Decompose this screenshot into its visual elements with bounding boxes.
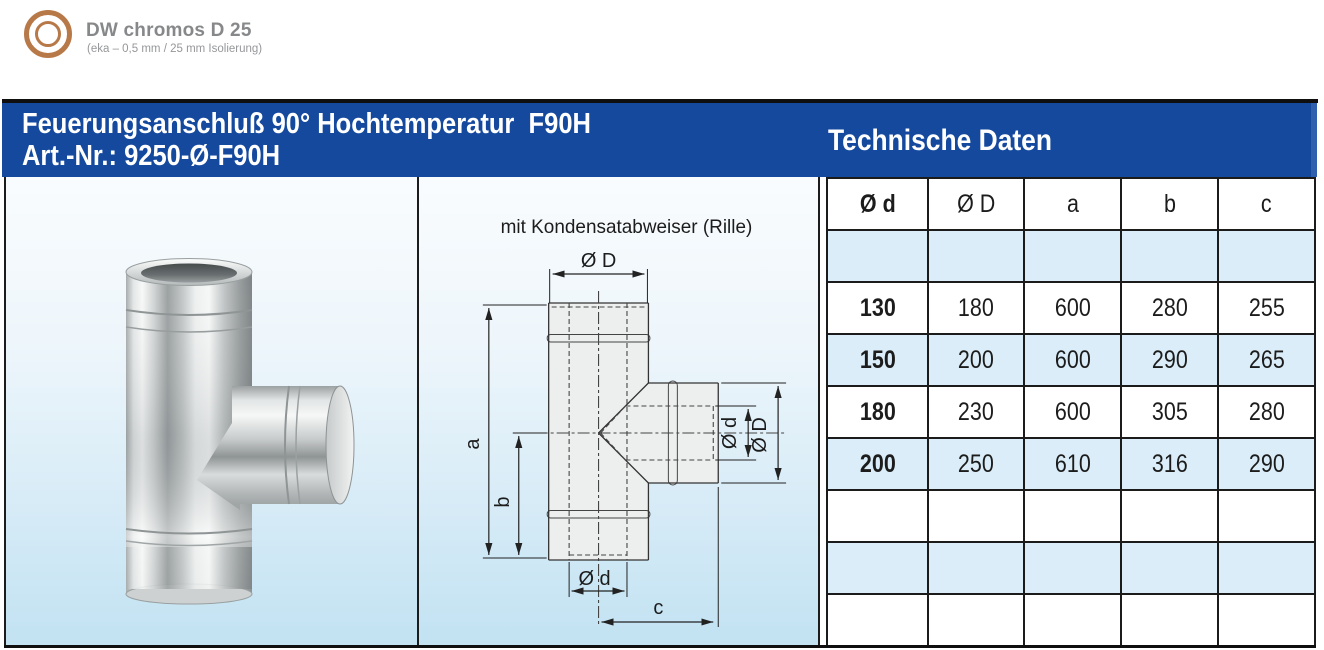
table-row [827,230,1315,282]
product-photo-panel [4,177,419,645]
col-header-dia-d: Ø d [827,178,928,230]
bar-edge-artifact [1311,103,1317,177]
dim-label-branch-inner: Ø d [719,416,742,450]
tee-piece-photo [126,259,354,605]
brand-rings-icon [24,10,72,58]
table-row [827,542,1315,594]
col-header-dia-D: Ø D [928,178,1024,230]
article-number: Art.-Nr.: 9250-Ø-F90H [22,140,281,172]
dim-label-bottom-inner: Ø d [578,567,611,591]
drawing-caption: mit Kondensatabweiser (Rille) [500,216,753,239]
table-row: 150 200 600 290 265 [827,334,1315,386]
header-bar [2,103,1317,177]
table-row [827,594,1315,646]
col-header-b: b [1121,178,1218,230]
table-row: 130 180 600 280 255 [827,282,1315,334]
tech-data-heading: Technische Daten [828,124,1052,157]
technical-drawing-panel [419,177,820,645]
col-header-a: a [1024,178,1121,230]
ring-inner [35,21,61,47]
col-header-c: c [1218,178,1315,230]
brand-title: DW chromos D 25 [86,20,252,41]
product-title: Feuerungsanschluß 90° Hochtemperatur F90H [22,108,591,140]
tech-data-table [826,177,1316,647]
dim-label-b: b [491,496,514,508]
bottom-divider [4,645,1316,648]
dim-label-branch-outer: Ø D [749,417,772,453]
technical-drawing [419,177,818,645]
table-row [827,490,1315,542]
dim-label-a: a [461,438,484,450]
product-photo [6,177,419,645]
dim-label-top-diameter: Ø D [580,249,617,273]
dim-label-c: c [653,596,664,620]
table-row: 180 230 600 305 280 [827,386,1315,438]
brand-subtitle: (eka – 0,5 mm / 25 mm Isolierung) [87,43,263,55]
table-header-row [827,178,1315,230]
table-row: 200 250 610 316 290 [827,438,1315,490]
